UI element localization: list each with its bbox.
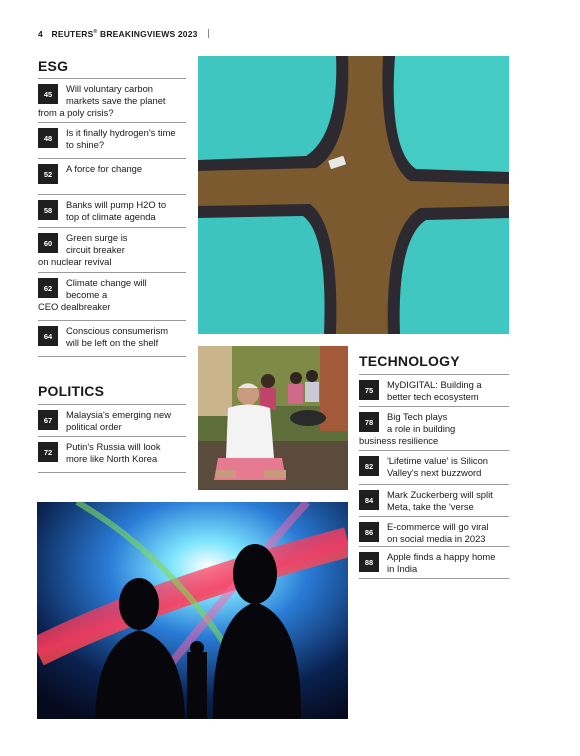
seated-man-photo	[198, 346, 348, 490]
article-entry[interactable]	[359, 516, 509, 546]
article-title: Banks will pump H2O to top of climate agenda	[66, 199, 167, 222]
page-number-badge: 60	[38, 233, 58, 253]
article-entry[interactable]	[38, 194, 186, 227]
page-number-badge: 72	[38, 442, 58, 462]
page-number-badge: 45	[38, 84, 58, 104]
article-entry[interactable]	[359, 546, 509, 578]
page-number-badge: 48	[38, 128, 58, 148]
article-entry[interactable]	[38, 404, 186, 436]
list-end-rule	[359, 578, 509, 579]
page-number-badge: 64	[38, 326, 58, 346]
article-entry[interactable]	[38, 436, 186, 472]
article-title: Conscious consumerism will be left on the shelf	[66, 325, 169, 348]
article-entry[interactable]	[38, 158, 186, 194]
article-entry[interactable]	[38, 272, 186, 320]
article-entry[interactable]	[38, 320, 186, 356]
article-title: Big Tech plays a role in building business resilience	[359, 411, 456, 446]
page-number-badge: 78	[359, 412, 379, 432]
aerial-pond-photo	[198, 56, 509, 334]
article-title: Putin's Russia will look more like North Korea	[66, 441, 161, 464]
politics-article-list	[38, 404, 186, 473]
article-title: Is it finally hydrogen's time to shine?	[66, 127, 176, 150]
running-header	[38, 29, 209, 39]
article-title: Apple finds a happy home in India	[387, 551, 496, 574]
article-entry[interactable]	[359, 374, 509, 406]
article-entry[interactable]	[359, 484, 509, 516]
article-title: Green surge is circuit breaker on nuclear revival	[38, 232, 128, 267]
list-end-rule	[38, 472, 186, 473]
article-title: 'Lifetime value' is Silicon Valley's next buzzword	[387, 455, 489, 478]
article-title: Will voluntary carbon markets save the planet from a poly crisis?	[38, 83, 166, 118]
article-entry[interactable]	[38, 227, 186, 272]
article-title: Mark Zuckerberg will split Meta, take the 'verse	[387, 489, 493, 512]
page-number-badge: 62	[38, 278, 58, 298]
article-entry[interactable]	[38, 122, 186, 158]
article-title: E-commerce will go viral on social media in 2023	[387, 521, 489, 544]
brand-name: REUTERS	[51, 29, 94, 39]
article-entry[interactable]	[38, 78, 186, 122]
light-exhibit-photo	[37, 502, 348, 719]
page-number-badge: 88	[359, 552, 379, 572]
article-title: A force for change	[66, 163, 143, 174]
page-number-badge: 67	[38, 410, 58, 430]
article-entry[interactable]	[359, 450, 509, 484]
page-number: 4	[38, 29, 43, 39]
page-number-badge: 75	[359, 380, 379, 400]
technology-article-list	[359, 374, 509, 579]
section-heading-technology: TECHNOLOGY	[359, 353, 460, 369]
article-title: Climate change will become a CEO dealbreaker	[38, 277, 147, 312]
page-number-badge: 86	[359, 522, 379, 542]
page-number-badge: 52	[38, 164, 58, 184]
article-title: MyDIGITAL: Building a better tech ecosystem	[387, 379, 482, 402]
list-end-rule	[38, 356, 186, 357]
page-number-badge: 84	[359, 490, 379, 510]
section-heading-esg: ESG	[38, 58, 69, 74]
page-number-badge: 82	[359, 456, 379, 476]
esg-article-list	[38, 78, 186, 357]
registered-mark: ®	[93, 29, 98, 36]
publication-title: BREAKINGVIEWS 2023	[99, 29, 198, 39]
page-number-badge: 58	[38, 200, 58, 220]
article-title: Malaysia's emerging new political order	[66, 409, 171, 432]
header-divider	[208, 29, 209, 38]
section-heading-politics: POLITICS	[38, 383, 105, 399]
article-entry[interactable]	[359, 406, 509, 450]
